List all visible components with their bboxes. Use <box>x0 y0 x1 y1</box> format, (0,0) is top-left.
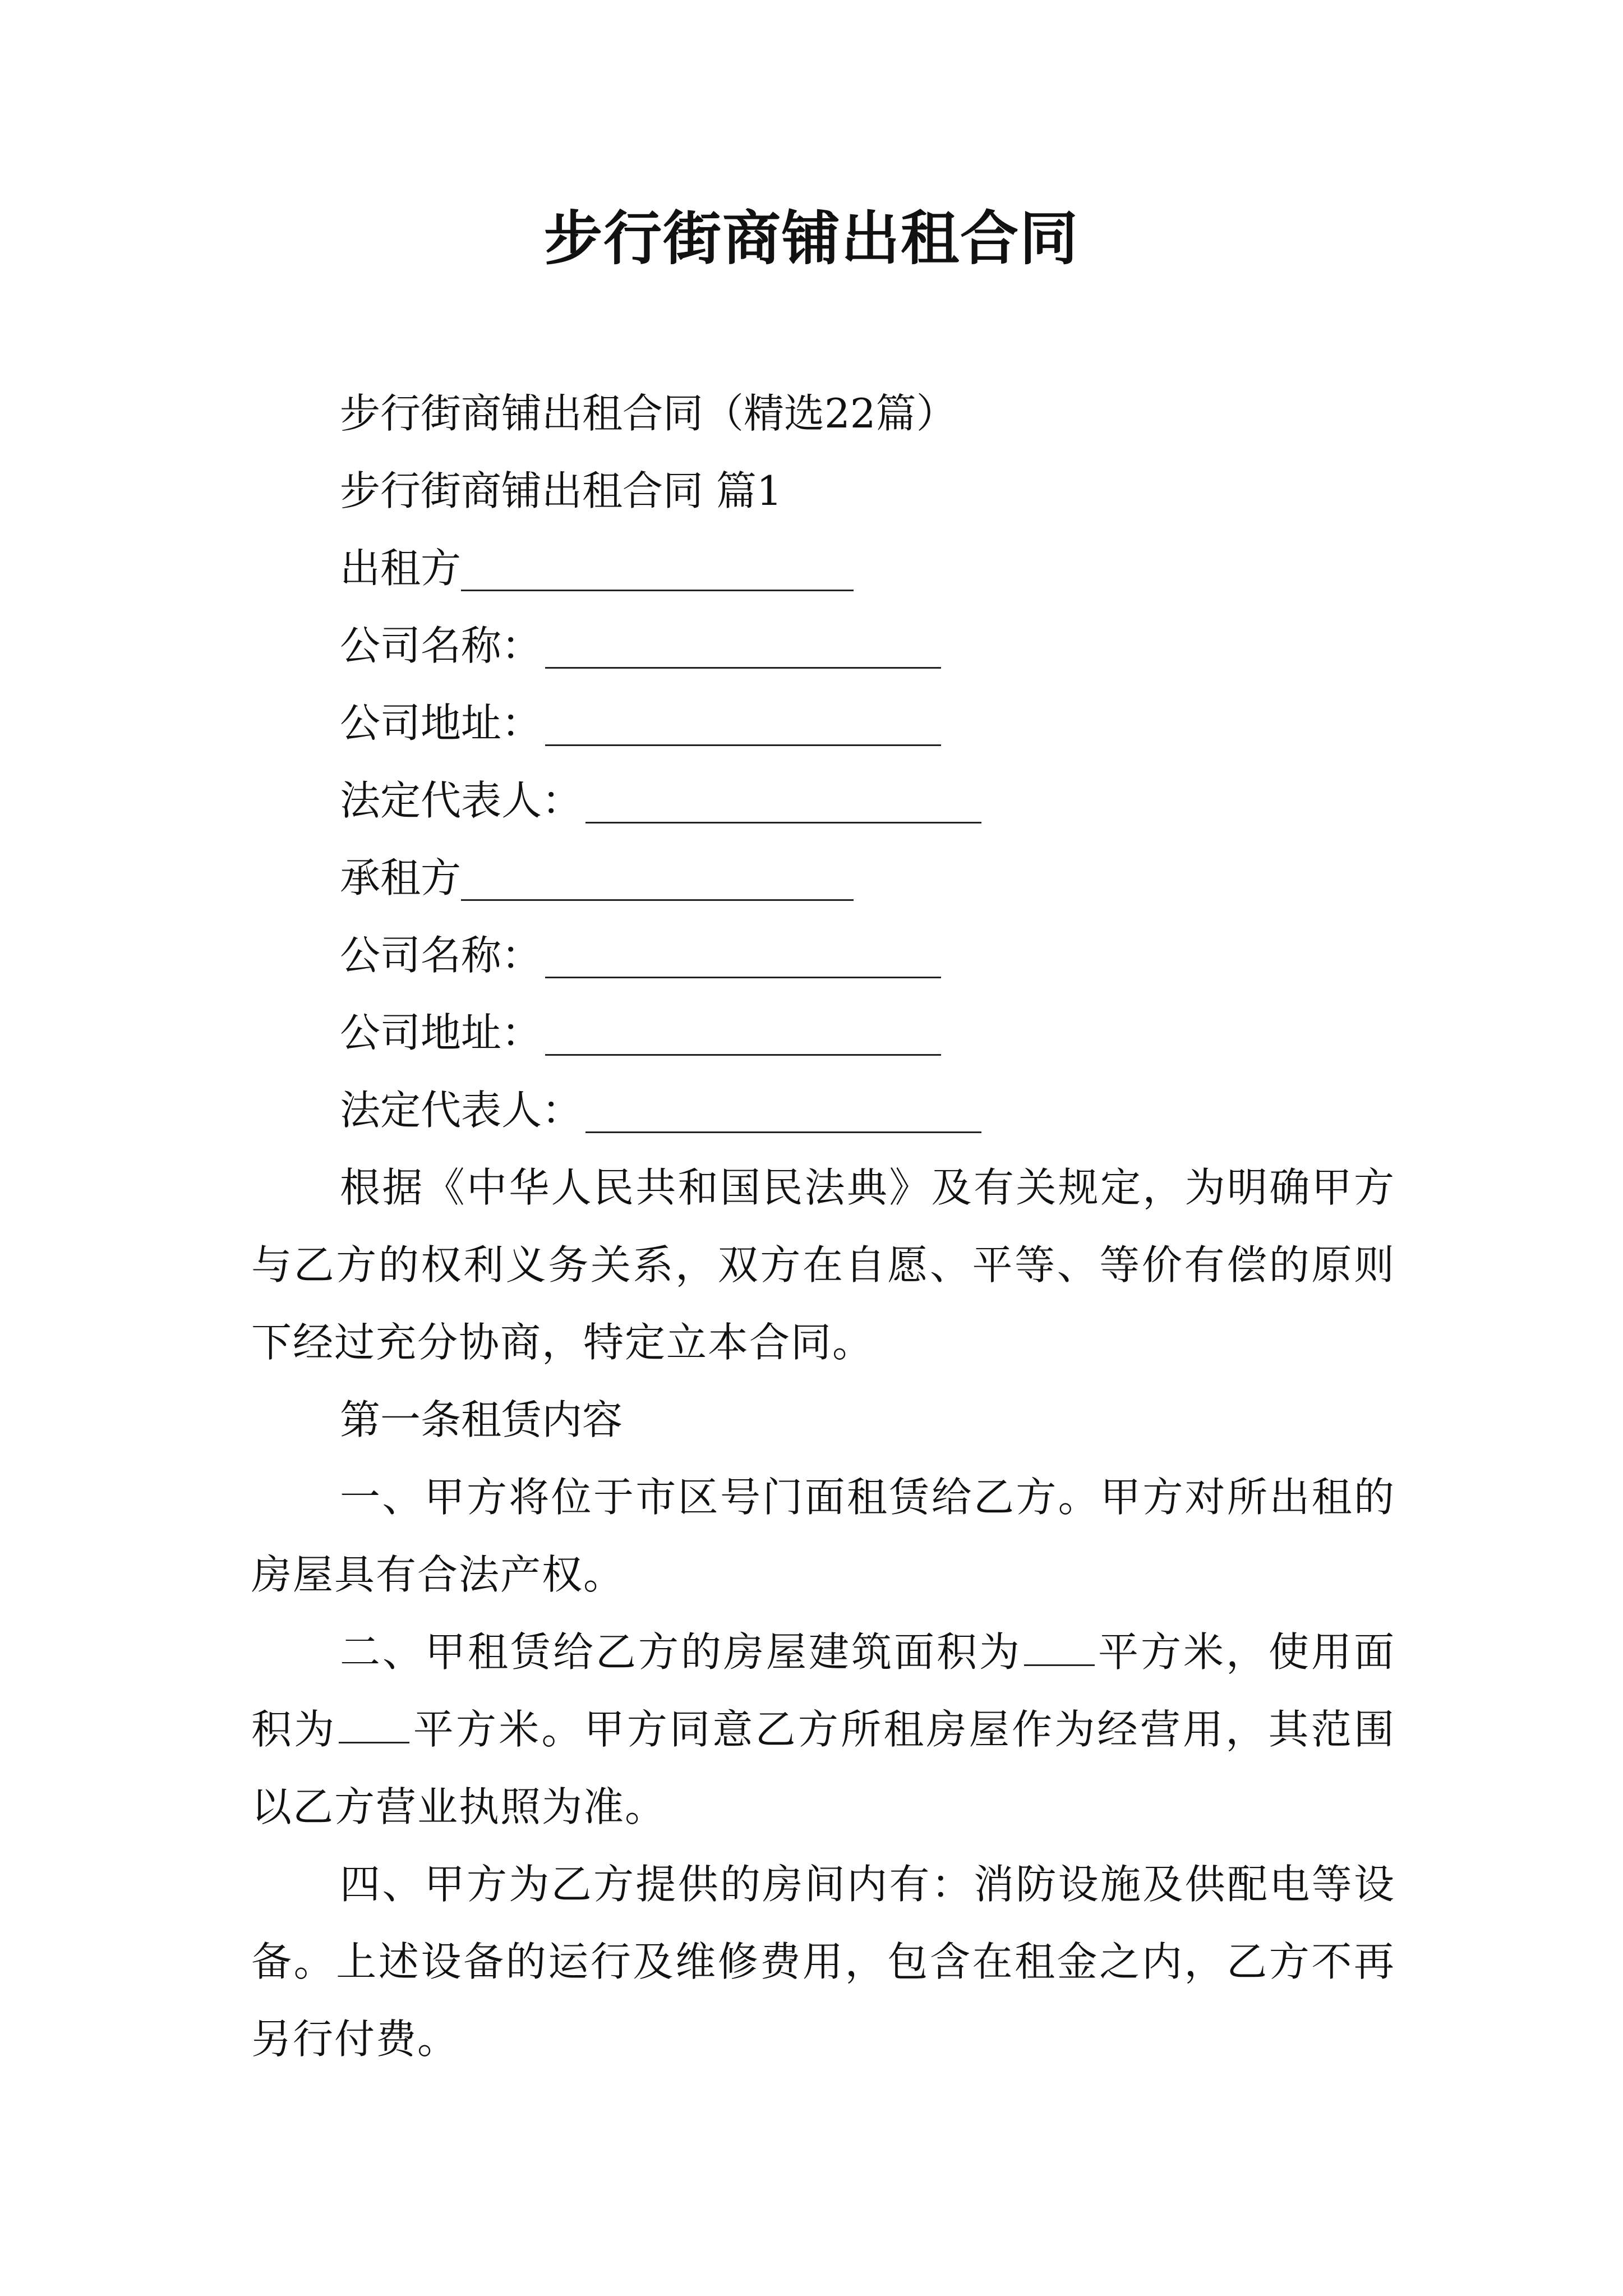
lessee-row <box>251 839 1395 917</box>
section-heading: 步行街商铺出租合同 篇1 <box>340 467 782 514</box>
lessor-row <box>251 530 1395 607</box>
lessor-company-address-row <box>251 684 1395 762</box>
clause2-part1: 二、甲租赁给乙方的房屋建筑面积为 <box>340 1628 1022 1676</box>
clause1-paragraph: 一、甲方将位于市区号门面租赁给乙方。甲方对所出租的房屋具有合法产权。 <box>251 1474 1395 1598</box>
lessee-company-name-label: 公司名称： <box>340 932 542 979</box>
article1-heading: 第一条租赁内容 <box>340 1396 623 1443</box>
document-body <box>251 375 1395 2078</box>
lessor-company-address-label: 公司地址： <box>340 700 542 747</box>
lessor-label: 出租方 <box>340 545 462 592</box>
lessee-legal-rep-row <box>251 1071 1395 1149</box>
clause4-paragraph: 四、甲方为乙方提供的房间内有：消防设施及供配电等设备。上述设备的运行及维修费用，包含在租金之内，乙方不再另行付费。 <box>251 1861 1395 2063</box>
lessor-legal-rep-label: 法定代表人： <box>340 777 583 824</box>
building-area-blank <box>1024 1631 1095 1666</box>
lessee-legal-rep-blank <box>585 1081 981 1133</box>
lessee-company-name-row <box>251 917 1395 994</box>
clause2-part3: 平方米。甲方同意乙方所租房屋作为经营用，其范围以乙方营业执照为准。 <box>251 1706 1395 1830</box>
lessee-company-address-label: 公司地址： <box>340 1009 542 1056</box>
clause2-paragraph <box>251 1613 1395 1846</box>
clause2-part2: 平方米，使用面积为 <box>251 1628 1395 1753</box>
lessee-label: 承租方 <box>340 854 462 901</box>
lessor-company-name-label: 公司名称： <box>340 622 542 669</box>
lessor-company-address-blank <box>545 694 941 746</box>
usable-area-blank <box>339 1708 409 1743</box>
preamble-paragraph: 根据《中华人民共和国民法典》及有关规定，为明确甲方与乙方的权利义务关系，双方在自愿、平等、等价有偿的原则下经过充分协商，特定立本合同。 <box>251 1164 1395 1366</box>
lessee-company-name-blank <box>545 926 941 978</box>
lessor-legal-rep-row <box>251 762 1395 839</box>
lessor-blank <box>461 539 854 591</box>
lessor-legal-rep-blank <box>585 771 981 823</box>
lessor-company-name-row <box>251 607 1395 684</box>
lessee-company-address-blank <box>545 1004 941 1056</box>
document-title: 步行街商铺出租合同 <box>543 204 1079 273</box>
lessee-legal-rep-label: 法定代表人： <box>340 1087 583 1134</box>
lessee-company-address-row <box>251 994 1395 1071</box>
lessor-company-name-blank <box>545 616 941 669</box>
document-subtitle: 步行街商铺出租合同（精选22篇） <box>340 390 957 437</box>
lessee-blank <box>461 849 854 901</box>
